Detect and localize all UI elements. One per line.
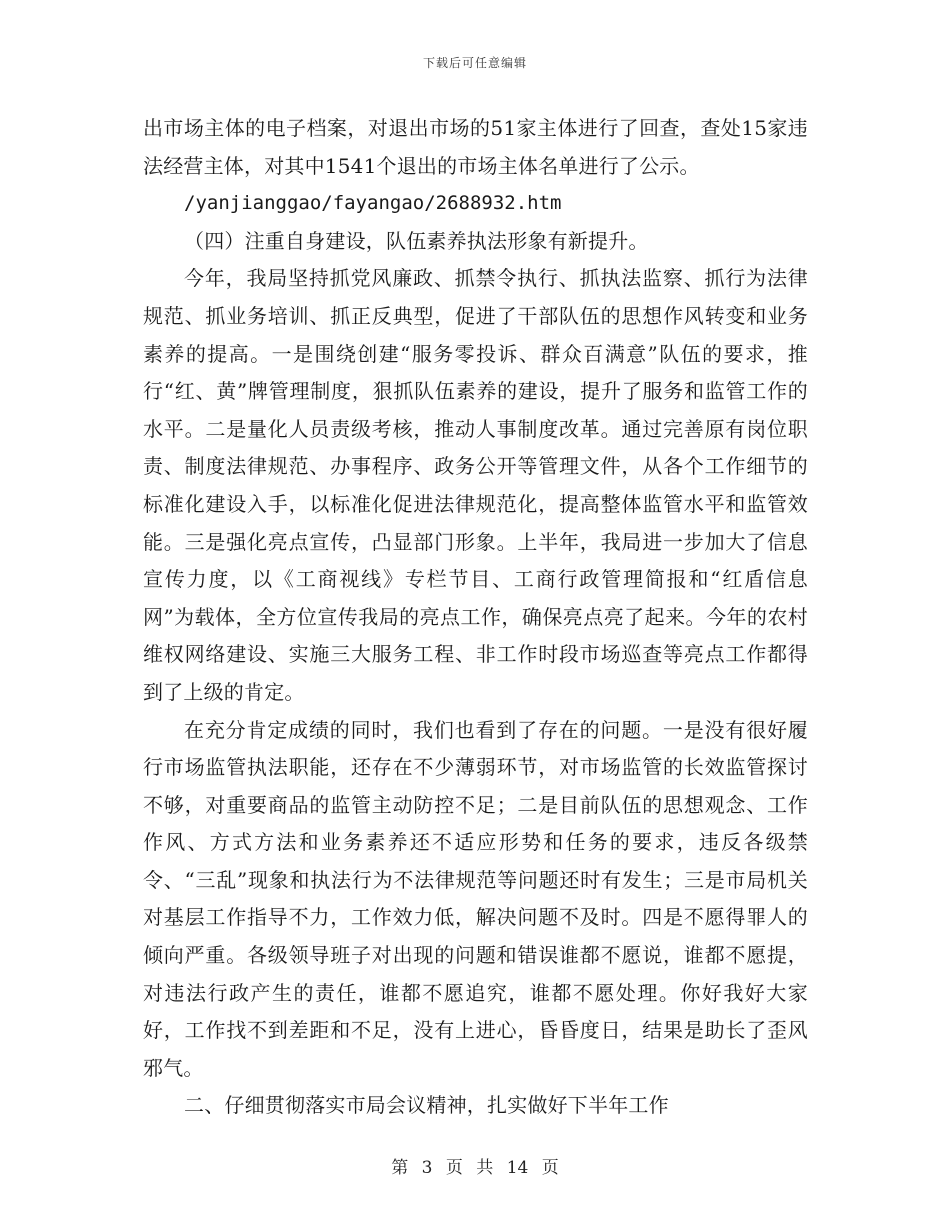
section-heading-4: （四）注重自身建设，队伍素养执法形象有新提升。 (184, 228, 649, 253)
document-body (143, 110, 808, 1125)
section-heading-2: 二、仔细贯彻落实市局会议精神，扎实做好下半年工作 (184, 1093, 669, 1118)
paragraph-problems: 在充分肯定成绩的同时，我们也看到了存在的问题。一是没有很好履行市场监管执法职能，还存在不少薄弱环节，对市场监管的长效监管探讨不够，对重要商品的监管主动防控不足；二是目前队伍的思想观念、工作作风、方式方法和业务素养还不适应形势和任务的要求，违反各级禁令、“三乱”现象和执法行为不法律规范等问题还时有发生；三是市局机关对基层工作指导不力，工作效力低，解决问题不及时。四是不愿得罪人的倾向严重。各级领导班子对出现的问题和错误谁都不愿说，谁都不愿提，对违法行政产生的责任，谁都不愿追究，谁都不愿处理。你好我好大家好，工作找不到差距和不足，没有上进心，昏昏度日，结果是助长了歪风邪气。 (143, 717, 808, 1080)
source-url-line: /yanjianggao/fayangao/2688932.htm (184, 192, 562, 215)
paragraph-continuation: 出市场主体的电子档案，对退出市场的51家主体进行了回查，查处15家违法经营主体，对其中1541个退出的市场主体名单进行了公示。 (143, 116, 808, 178)
paragraph-team-building: 今年，我局坚持抓党风廉政、抓禁令执行、抓执法监察、抓行为法律规范、抓业务培训、抓正反典型，促进了干部队伍的思想作风转变和业务素养的提高。一是围绕创建“服务零投诉、群众百满意”队伍的要求，推行“红、黄”牌管理制度，狠抓队伍素养的建设，提升了服务和监管工作的水平。二是量化人员责级考核，推动人事制度改革。通过完善原有岗位职责、制度法律规范、办事程序、政务公开等管理文件，从各个工作细节的标准化建设入手，以标准化促进法律规范化，提高整体监管水平和监管效能。三是强化亮点宣传，凸显部门形象。上半年，我局进一步加大了信息宣传力度，以《工商视线》专栏节目、工商行政管理简报和“红盾信息网”为载体，全方位宣传我局的亮点工作，确保亮点亮了起来。今年的农村维权网络建设、实施三大服务工程、非工作时段市场巡查等亮点工作都得到了上级的肯定。 (143, 266, 808, 704)
page-number: 第 3 页 共 14 页 (391, 1158, 559, 1178)
page-header-note: 下载后可任意编辑 (422, 56, 527, 70)
